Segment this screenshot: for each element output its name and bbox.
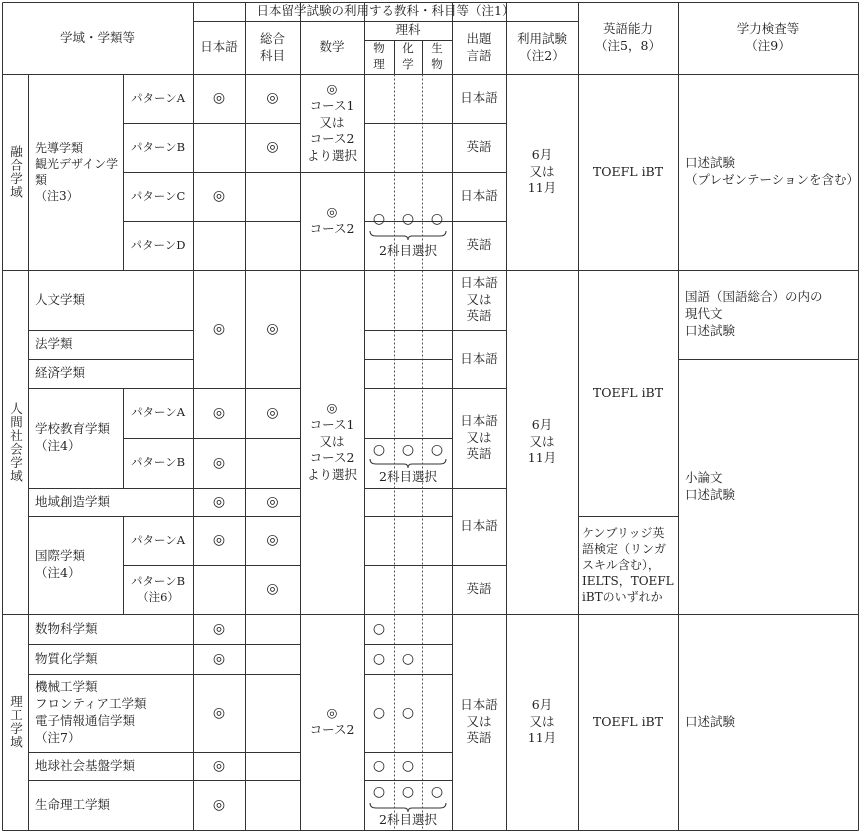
section-ningen: 人間社会学域: [8, 401, 24, 483]
mark-double: ◎: [212, 532, 226, 549]
mark-double: ◎: [266, 493, 279, 510]
mark-single: ○: [401, 210, 415, 227]
section-riko: 理工学域: [8, 695, 24, 749]
faculty-chiiki: 地域創造学類: [35, 493, 111, 509]
header-ability: 学力検査等 （注9）: [736, 21, 800, 53]
math-course2: ◎ コース2: [309, 705, 355, 737]
math-course-select: ◎ コース1 又は コース2 より選択: [306, 80, 357, 164]
math-course2: ◎ コース2: [309, 204, 355, 236]
pattern-a: パターンA: [130, 405, 186, 420]
select-two-subjects: 2科目選択: [379, 242, 437, 258]
mark-double: ◎: [212, 796, 226, 813]
header-chemistry: 化 学: [402, 41, 414, 71]
english-requirement-kokusai: ケンブリッジ英語検定（リンガスキル含む），IELTS，TOEFL iBTのいずれか: [582, 525, 674, 605]
mark-double: ◎: [212, 404, 226, 421]
mark-single: ○: [430, 783, 444, 800]
pattern-c: パターンC: [130, 188, 186, 203]
exam-period: 6月 又は 11月: [527, 696, 557, 746]
pattern-b: パターンB: [130, 455, 186, 470]
header-japanese: 日本語: [200, 39, 238, 55]
mark-single: ○: [372, 783, 386, 800]
faculty-sendo: 先導学類 観光デザイン学類 （注3）: [35, 140, 119, 204]
header-biology: 生 物: [431, 41, 443, 71]
pattern-d: パターンD: [130, 237, 186, 252]
mark-double: ◎: [212, 650, 226, 667]
section-yugo: 融合学域: [8, 145, 24, 199]
mark-double: ◎: [266, 90, 279, 107]
mark-single: ○: [401, 650, 415, 667]
mark-double: ◎: [212, 757, 226, 774]
mark-single: ○: [401, 757, 415, 774]
lang-ja: 日本語: [460, 350, 498, 366]
faculty-kokusai: 国際学類 （注4）: [35, 548, 86, 580]
ability-test: 口述試験: [685, 713, 736, 729]
lang-en: 英語: [466, 139, 492, 155]
mark-single: ○: [401, 441, 415, 458]
pattern-a: パターンA: [130, 532, 186, 547]
ability-test: 国語（国語総合）の内の 現代文 口述試験: [685, 289, 823, 338]
english-requirement: TOEFL iBT: [592, 384, 664, 400]
header-english: 英語能力 （注5，8）: [595, 21, 661, 53]
mark-double: ◎: [266, 404, 279, 421]
mark-single: ○: [372, 441, 386, 458]
header-physics: 物 理: [373, 41, 385, 71]
ability-test: 小論文 口述試験: [685, 469, 736, 502]
faculty-chikyu: 地球社会基盤学類: [35, 757, 136, 773]
faculty-busshitsu: 物質化学類: [35, 650, 98, 666]
mark-single: ○: [401, 704, 415, 721]
mark-single: ○: [401, 783, 415, 800]
mark-double: ◎: [212, 90, 226, 107]
faculty-subutsu: 数物科学類: [35, 620, 98, 636]
mark-single: ○: [372, 210, 386, 227]
mark-single: ○: [430, 441, 444, 458]
lang-en: 英語: [466, 581, 492, 597]
lang-ja: 日本語: [460, 518, 498, 534]
lang-en: 英語: [466, 237, 492, 253]
select-two-subjects: 2科目選択: [379, 468, 437, 484]
mark-single: ○: [372, 620, 386, 637]
header-eju-group: 日本留学試験の利用する教科・科目等（注1）: [256, 3, 515, 19]
header-exam: 利用試験 （注2）: [516, 30, 567, 63]
select-brace: [370, 231, 446, 240]
header-lang: 出題 言語: [466, 30, 492, 63]
header-sogo: 総合 科目: [259, 30, 285, 63]
faculty-keizai: 経済学類: [35, 365, 86, 381]
header-faculty: 学域・学類等: [59, 29, 135, 45]
mark-double: ◎: [212, 320, 226, 337]
pattern-b: パターンB: [130, 139, 186, 154]
mark-double: ◎: [212, 493, 226, 510]
lang-ja: 日本語: [460, 90, 498, 106]
header-science: 理科: [395, 22, 421, 38]
faculty-jinbun: 人文学類: [35, 291, 86, 307]
exam-period: 6月 又は 11月: [527, 416, 557, 466]
lang-ja-or-en: 日本語 又は 英語: [460, 412, 498, 462]
mark-double: ◎: [212, 620, 226, 637]
mark-double: ◎: [212, 188, 226, 205]
english-requirement: TOEFL iBT: [592, 713, 664, 729]
faculty-hou: 法学類: [35, 336, 73, 352]
mark-double: ◎: [266, 320, 279, 337]
english-requirement: TOEFL iBT: [592, 163, 664, 179]
header-math: 数学: [319, 39, 345, 55]
lang-ja: 日本語: [460, 188, 498, 204]
mark-double: ◎: [266, 139, 279, 156]
ability-test: 口述試験 （プレゼンテーションを含む）: [685, 155, 860, 187]
math-course-select: ◎ コース1 又は コース2 より選択: [306, 399, 357, 483]
pattern-a: パターンA: [130, 90, 186, 105]
mark-double: ◎: [266, 532, 279, 549]
mark-double: ◎: [212, 454, 226, 471]
select-two-subjects: 2科目選択: [379, 811, 437, 827]
pattern-b-note6: パターンB （注6）: [130, 573, 186, 604]
mark-single: ○: [430, 210, 444, 227]
faculty-kikai: 機械工学類 フロンティア工学類 電子情報通信学類 （注7）: [35, 679, 147, 745]
mark-single: ○: [372, 650, 386, 667]
mark-double: ◎: [212, 704, 226, 721]
mark-single: ○: [372, 757, 386, 774]
mark-single: ○: [372, 704, 386, 721]
mark-double: ◎: [266, 581, 279, 598]
faculty-seimei: 生命理工学類: [35, 796, 111, 812]
lang-ja-or-en: 日本語 又は 英語: [460, 696, 498, 746]
exam-period: 6月 又は 11月: [527, 146, 557, 196]
faculty-gakko: 学校教育学類 （注4）: [35, 421, 111, 453]
lang-ja-or-en: 日本語 又は 英語: [460, 274, 498, 324]
